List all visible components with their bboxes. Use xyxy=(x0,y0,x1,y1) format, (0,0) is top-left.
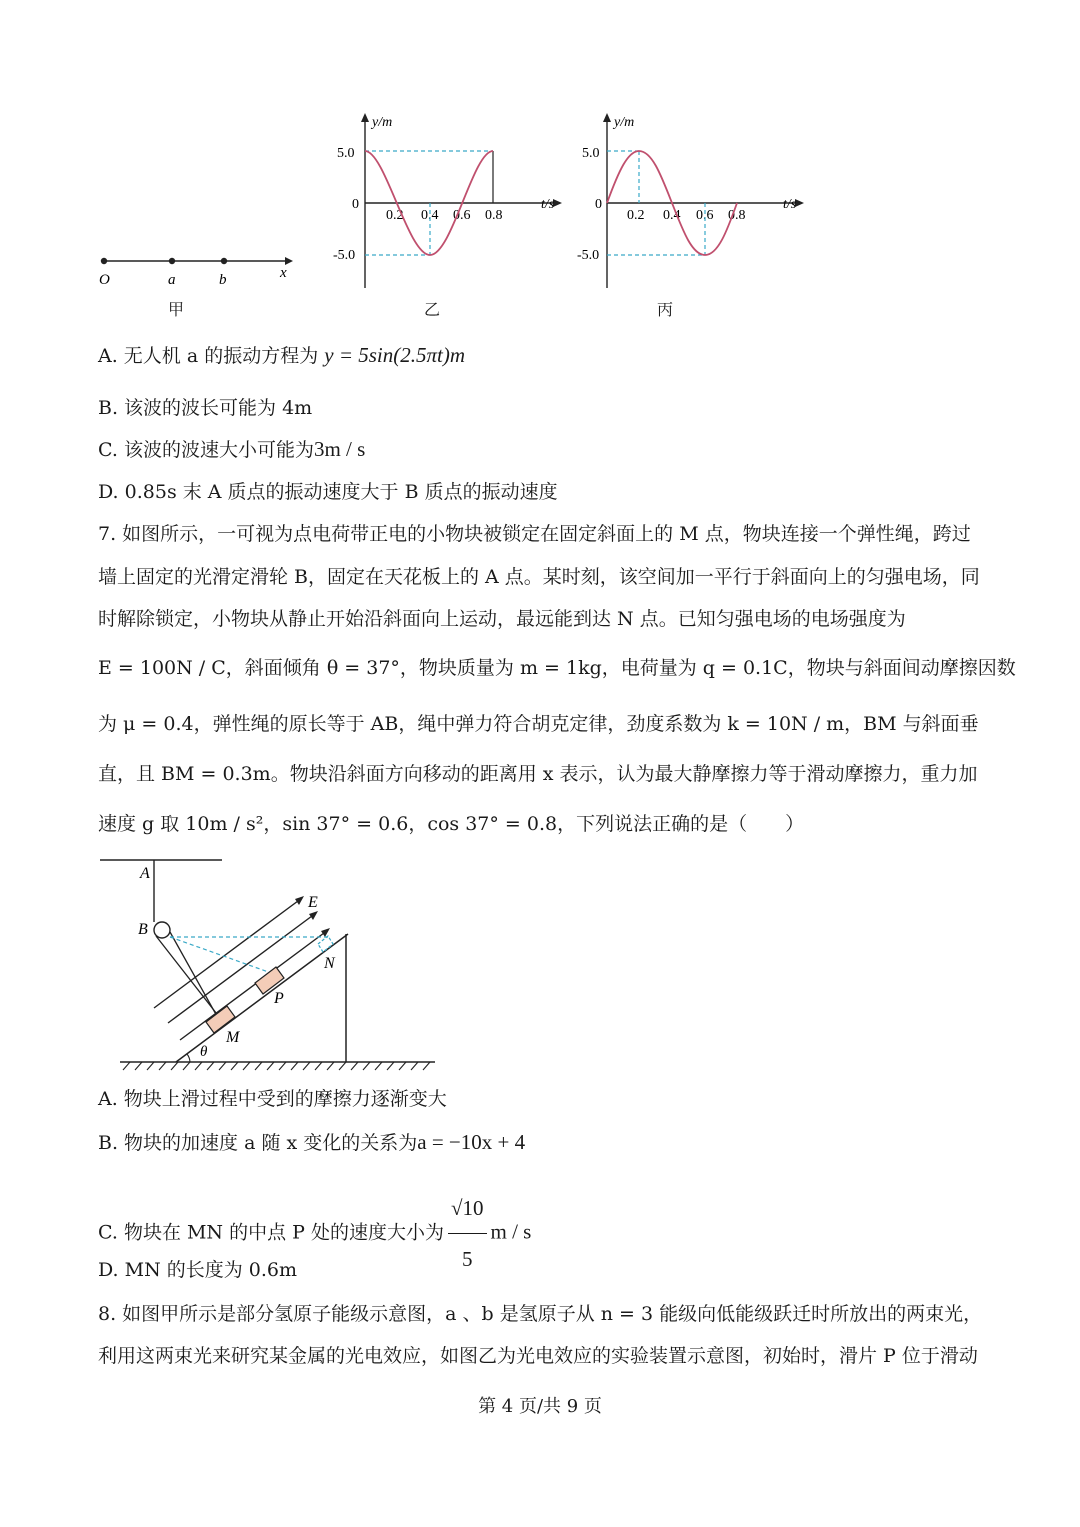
caption-yi: 乙 xyxy=(424,300,441,319)
t-axis-label: t/s xyxy=(783,197,797,212)
label-M: M xyxy=(226,1029,240,1046)
q7-text-line1: 7. 如图所示，一可视为点电荷带正电的小物块被锁定在固定斜面上的 M 点，物块连接一个弹性绳，跨过 xyxy=(98,523,971,545)
y-axis-label: y/m xyxy=(372,115,393,130)
label-B: B xyxy=(138,921,148,938)
label-x: x xyxy=(280,265,287,281)
q6-option-c: C. 该波的波速大小可能为3m / s xyxy=(98,437,366,461)
caption-jia: 甲 xyxy=(168,300,185,319)
label-b: b xyxy=(219,272,227,288)
q7-option-c: C. 物块在 MN 的中点 P 处的速度大小为 $\frac{√10}{5}$ m / s xyxy=(98,1183,531,1233)
point-a xyxy=(169,258,175,264)
q6-option-b: B. 该波的波长可能为 4m xyxy=(98,397,313,419)
label-O: O xyxy=(99,272,110,288)
q6-option-a: A. 无人机 a 的振动方程为 y = 5sin(2.5πt)m xyxy=(98,343,466,367)
figure-bing xyxy=(572,110,812,295)
t-tick-0.8: 0.8 xyxy=(485,208,503,223)
y-tick-5: 5.0 xyxy=(337,146,355,161)
y-axis-label: y/m xyxy=(614,115,635,130)
t-tick-0.6: 0.6 xyxy=(453,208,471,223)
t-tick-0.2: 0.2 xyxy=(627,208,645,223)
q7-option-a: A. 物块上滑过程中受到的摩擦力逐渐变大 xyxy=(98,1088,447,1110)
label-E: E xyxy=(308,894,318,911)
label-a: a xyxy=(168,272,176,288)
point-b xyxy=(221,258,227,264)
t-tick-0.2: 0.2 xyxy=(386,208,404,223)
label-N: N xyxy=(324,955,335,972)
point-O xyxy=(101,258,107,264)
figure-jia xyxy=(90,245,300,290)
q6-option-d: D. 0.85s 末 A 质点的振动速度大于 B 质点的振动速度 xyxy=(98,481,558,503)
t-tick-0.6: 0.6 xyxy=(696,208,714,223)
figure-yi xyxy=(330,110,570,295)
t-tick-0.4: 0.4 xyxy=(421,208,439,223)
q7-option-b: B. 物块的加速度 a 随 x 变化的关系为a = −10x + 4 xyxy=(98,1130,526,1154)
q7-text-line4: E = 100N / C，斜面倾角 θ = 37°，物块质量为 m = 1kg，电荷量为 q = 0.1C，物块与斜面间动摩擦因数 xyxy=(98,657,1016,679)
figure-incline xyxy=(90,850,450,1075)
y-tick-0: 0 xyxy=(595,197,602,212)
q7-text-line6: 直，且 BM = 0.3m。物块沿斜面方向移动的距离用 x 表示，认为最大静摩擦力等于滑动摩擦力，重力加 xyxy=(98,763,978,785)
q7-text-line5: 为 μ = 0.4，弹性绳的原长等于 AB，绳中弹力符合胡克定律，劲度系数为 k = 10N / m，BM 与斜面垂 xyxy=(98,713,979,735)
y-tick-0: 0 xyxy=(352,197,359,212)
q8-text-line1: 8. 如图甲所示是部分氢原子能级示意图，a 、b 是氢原子从 n = 3 能级向低能级跃迁时所放出的两束光， xyxy=(98,1303,983,1325)
q7-text-line3: 时解除锁定，小物块从静止开始沿斜面向上运动，最远能到达 N 点。已知匀强电场的电场强度为 xyxy=(98,608,906,630)
t-tick-0.4: 0.4 xyxy=(663,208,681,223)
label-A: A xyxy=(140,865,150,882)
t-tick-0.8: 0.8 xyxy=(728,208,746,223)
fraction: $\frac{√10}{5}$ xyxy=(448,1183,487,1284)
q7-text-line2: 墙上固定的光滑定滑轮 B，固定在天花板上的 A 点。某时刻，该空间加一平行于斜面向上的匀强电场，同 xyxy=(98,566,980,588)
label-theta: θ xyxy=(200,1044,208,1060)
caption-bing: 丙 xyxy=(657,300,674,319)
label-P: P xyxy=(274,990,284,1007)
y-tick-5: 5.0 xyxy=(582,146,600,161)
page-footer: 第 4 页/共 9 页 xyxy=(478,1396,602,1417)
q7-option-d: D. MN 的长度为 0.6m xyxy=(98,1259,298,1281)
pulley-B xyxy=(154,922,170,938)
y-tick-neg5: -5.0 xyxy=(333,248,356,263)
q8-text-line2: 利用这两束光来研究某金属的光电效应，如图乙为光电效应的实验装置示意图，初始时，滑片 P 位于滑动 xyxy=(98,1345,978,1367)
q7-text-line7: 速度 g 取 10m / s²，sin 37° = 0.6，cos 37° = 0.8，下列说法正确的是（ ） xyxy=(98,813,805,835)
t-axis-label: t/s xyxy=(541,197,555,212)
y-tick-neg5: -5.0 xyxy=(577,248,600,263)
